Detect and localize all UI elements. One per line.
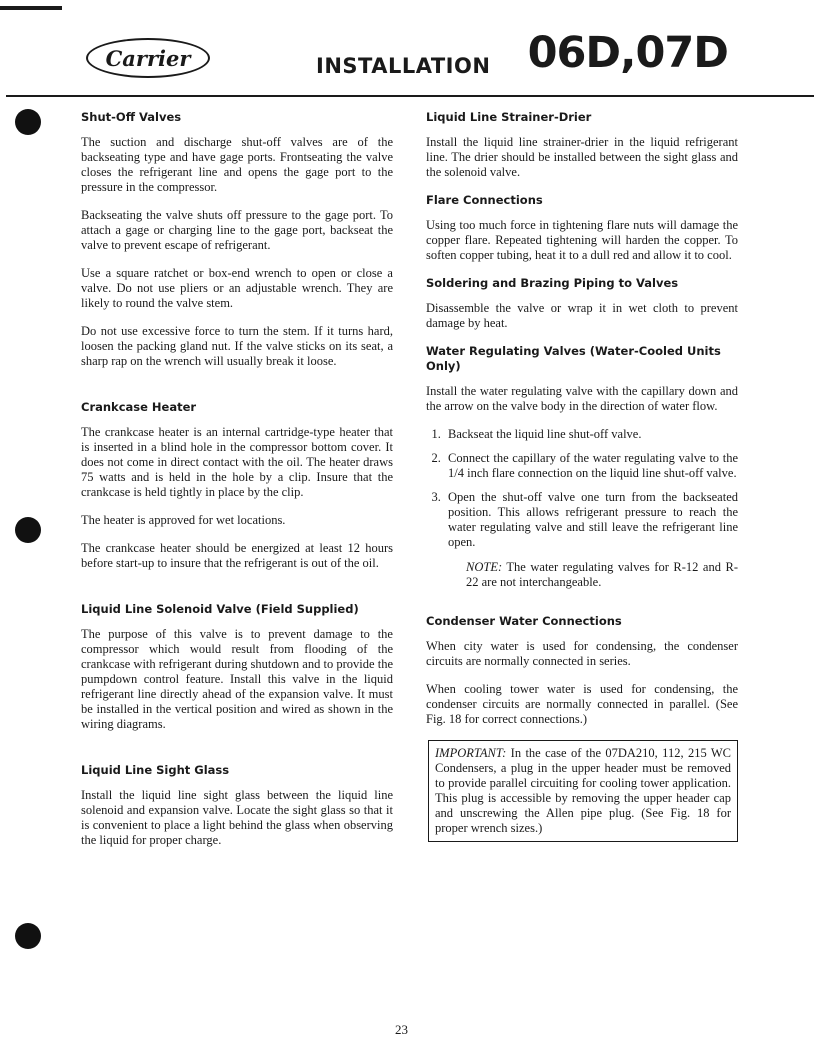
heading-soldering: Soldering and Brazing Piping to Valves <box>426 276 679 290</box>
heading-shutoff-valves: Shut-Off Valves <box>81 110 182 124</box>
section-shutoff-valves <box>81 110 393 369</box>
important-label: IMPORTANT: <box>435 746 507 760</box>
left-column <box>81 110 393 861</box>
section-condenser-water <box>426 614 738 842</box>
heading-sight-glass: Liquid Line Sight Glass <box>81 763 230 777</box>
heading-condenser-water: Condenser Water Connections <box>426 614 622 628</box>
paragraph: The heater is approved for wet locations. <box>81 513 286 527</box>
paragraph: Using too much force in tightening flare nuts will damage the copper flare. Repeated tightening will harden the copper. To soften copper tubing, heat it to a dull red and allow it to cool. <box>426 218 738 262</box>
paragraph: The purpose of this valve is to prevent damage to the compressor which would result from flooding of the crankcase with refrigerant during shutdown and to provide the pumpdown control feature. Install this valve in the liquid refrigerant line directly ahead of the expansion valve. It must be installed in the vertical position and wired as shown in the wiring diagrams. <box>81 627 393 731</box>
paragraph: The crankcase heater should be energized at least 12 hours before start-up to insure that the refrigerant is out of the oil. <box>81 541 393 570</box>
paragraph: Backseating the valve shuts off pressure to the gage port. To attach a gage or charging line to the gage port, backseat the valve to prevent escape of refrigerant. <box>81 208 393 252</box>
paragraph: Install the water regulating valve with the capillary down and the arrow on the valve body in the direction of water flow. <box>426 384 738 413</box>
logo-text: Carrier <box>105 45 191 71</box>
binder-hole-top <box>15 109 41 135</box>
paragraph: Disassemble the valve or wrap it in wet cloth to prevent damage by heat. <box>426 301 738 330</box>
heading-strainer-drier: Liquid Line Strainer-Drier <box>426 110 592 124</box>
list-item: 3. Open the shut-off valve one turn from the backseated position. This allows refrigerant pressure to reach the water regulating valve and still leave the refrigerant line open. <box>444 490 738 550</box>
carrier-logo <box>86 38 210 78</box>
page-title: INSTALLATION <box>316 54 491 78</box>
corner-mark <box>0 6 62 10</box>
paragraph: When cooling tower water is used for condensing, the condenser circuits are normally connected in parallel. (See Fig. 18 for correct connections.) <box>426 682 738 726</box>
section-sight-glass <box>81 763 393 848</box>
paragraph: Install the liquid line sight glass between the liquid line solenoid and expansion valve. Locate the sight glass so that it is convenient to place a light behind the glass when observing the liquid for proper charge. <box>81 788 393 847</box>
heading-flare-connections: Flare Connections <box>426 193 543 207</box>
paragraph: Install the liquid line strainer-drier in the liquid refrigerant line. The drier should be installed between the sight glass and the solenoid valve. <box>426 135 738 179</box>
header-rule <box>6 95 814 97</box>
paragraph: The crankcase heater is an internal cartridge-type heater that is inserted in a blind hole in the compressor bottom cover. It does not come in direct contact with the oil. The heater draws 75 watts and is held in the hole by a clip. Insure that the crankcase is held tightly in place by the clip. <box>81 425 393 499</box>
steps-list <box>426 427 738 550</box>
page-number: 23 <box>395 1022 408 1037</box>
section-soldering <box>426 276 738 331</box>
section-solenoid-valve <box>81 602 393 732</box>
section-flare-connections <box>426 193 738 263</box>
heading-water-regulating: Water Regulating Valves (Water-Cooled Units Only) <box>426 344 721 373</box>
important-box <box>428 740 738 842</box>
model-number: 06D,07D <box>527 28 728 78</box>
paragraph: When city water is used for condensing, the condenser circuits are normally connected in series. <box>426 639 738 668</box>
list-item: 2. Connect the capillary of the water regulating valve to the 1/4 inch flare connection on the liquid line shut-off valve. <box>444 451 738 481</box>
paragraph: Use a square ratchet or box-end wrench to open or close a valve. Do not use pliers or an adjustable wrench. They are likely to round the valve stem. <box>81 266 393 310</box>
section-strainer-drier <box>426 110 738 180</box>
binder-hole-middle <box>15 517 41 543</box>
paragraph: Do not use excessive force to turn the stem. If it turns hard, loosen the packing gland nut. If the valve sticks on its seat, a sharp rap on the wrench will usually break it loose. <box>81 324 393 368</box>
binder-hole-bottom <box>15 923 41 949</box>
section-water-regulating <box>426 344 738 590</box>
note-label: NOTE: <box>466 560 503 574</box>
section-crankcase-heater <box>81 400 393 571</box>
heading-crankcase-heater: Crankcase Heater <box>81 400 197 414</box>
list-item: 1. Backseat the liquid line shut-off valve. <box>444 427 738 442</box>
right-column <box>426 110 738 851</box>
important-text: In the case of the 07DA210, 112, 215 WC Condensers, a plug in the upper header must be removed to provide parallel circuiting for cooling tower application. This plug is accessible by removing the upper header cap and unscrewing the Allen pipe plug. (See Fig. 18 for proper wrench sizes.) <box>435 746 731 835</box>
note <box>426 560 738 590</box>
note-text: The water regulating valves for R-12 and R-22 are not interchangeable. <box>466 560 738 589</box>
paragraph: The suction and discharge shut-off valves are of the backseating type and have gage ports. Frontseating the valve closes the refrigerant line and opens the gage port to the pressure in the compressor. <box>81 135 393 194</box>
heading-solenoid-valve: Liquid Line Solenoid Valve (Field Supplied) <box>81 602 359 616</box>
